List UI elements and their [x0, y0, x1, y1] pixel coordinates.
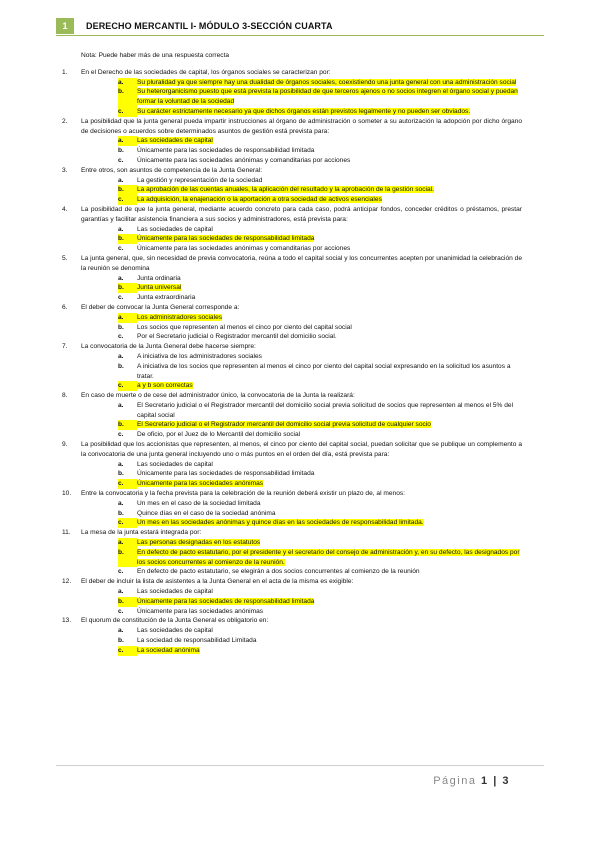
- question-item: [62, 117, 522, 166]
- question-number: 10.: [62, 490, 72, 498]
- question-number: 12.: [62, 578, 72, 586]
- answer-option: [118, 176, 522, 186]
- option-list: [62, 626, 522, 655]
- answer-option: [118, 283, 522, 293]
- option-letter: a.: [118, 627, 124, 635]
- question-list: [62, 68, 522, 656]
- option-list: [62, 587, 522, 616]
- option-text: Únicamente para las sociedades anónimas y comanditarias por acciones: [137, 156, 351, 164]
- option-text: Las sociedades de capital: [137, 627, 213, 635]
- option-letter: c.: [118, 156, 124, 164]
- question-item: [62, 254, 522, 303]
- answer-option: [118, 381, 522, 391]
- question-number: 5.: [62, 254, 68, 262]
- option-text-highlighted: Únicamente para las sociedades anónimas: [137, 480, 264, 488]
- option-letter: c.: [118, 607, 124, 615]
- answer-option: [118, 567, 522, 577]
- answer-option: [118, 548, 522, 568]
- question-text: La posibilidad de que la junta general, mediante acuerdo concreto para cada caso, podrá anticipar fondos, conceder créditos o préstamos, prestar garantías y facilitar asistencia financiera a sus socios y administradores, está prevista para:: [81, 205, 522, 223]
- option-list: [62, 176, 522, 205]
- answer-option: [118, 146, 522, 156]
- option-letter: a.: [118, 588, 124, 596]
- answer-option: [118, 136, 522, 146]
- document-body: [62, 51, 522, 656]
- question-row: [62, 205, 522, 225]
- question-text: Entre otros, son asuntos de competencia de la Junta General:: [81, 166, 263, 174]
- answer-option: [118, 234, 522, 244]
- option-letter: b.: [118, 548, 137, 568]
- answer-option: [118, 597, 522, 607]
- page-footer: [433, 775, 510, 787]
- answer-option: [118, 460, 522, 470]
- option-text-highlighted: La adquisición, la enajenación o la aportación a otra sociedad de activos esenciales: [137, 196, 382, 204]
- option-text: Por el Secretario judicial o Registrador mercantil del domicilio social.: [137, 333, 337, 341]
- option-letter: c.: [118, 294, 124, 302]
- option-list: [62, 538, 522, 577]
- answer-option: [118, 313, 522, 323]
- answer-option: [118, 479, 522, 489]
- option-text: Los socios que representen al menos el cinco por ciento del capital social: [137, 323, 352, 331]
- option-text: Las sociedades de capital: [137, 225, 213, 233]
- option-text-highlighted: Un mes en las sociedades anónimas y quince días en las sociedades de responsabilidad limitada.: [137, 519, 424, 527]
- question-row: [62, 254, 522, 274]
- option-letter: b.: [118, 147, 124, 155]
- question-number: 8.: [62, 392, 68, 400]
- option-text-highlighted: a y b son correctas: [137, 382, 193, 390]
- question-item: [62, 489, 522, 528]
- option-text: Únicamente para las sociedades de responsabilidad limitada: [137, 470, 315, 478]
- option-letter: c.: [118, 107, 137, 117]
- question-text: La mesa de la junta estará integrada por:: [81, 529, 202, 537]
- option-text-highlighted: En defecto de pacto estatutario, por el presidente y el secretario del consejo de administración y, en su defecto, las designados por los socios concurrentes al comienzo de la reunión.: [137, 548, 520, 566]
- option-list: [62, 499, 522, 528]
- option-text: Únicamente para las sociedades anónimas: [137, 607, 264, 615]
- option-letter: a.: [118, 352, 124, 360]
- answer-option: [118, 225, 522, 235]
- question-row: [62, 528, 522, 538]
- option-text: Las sociedades de capital: [137, 588, 213, 596]
- question-number: 6.: [62, 303, 68, 311]
- question-number: 1.: [62, 68, 68, 76]
- question-text: En el Derecho de las sociedades de capital, los órganos sociales se caracterizan por:: [81, 68, 331, 76]
- question-text: Entre la convocatoria y la fecha prevista para la celebración de la reunión deberá existir un plazo de, al menos:: [81, 490, 406, 498]
- question-item: [62, 166, 522, 205]
- option-letter: a.: [118, 499, 124, 507]
- question-item: [62, 342, 522, 391]
- option-letter: c.: [118, 568, 124, 576]
- answer-option: [118, 78, 522, 88]
- answer-option: [118, 587, 522, 597]
- question-row: [62, 68, 522, 78]
- option-text-highlighted: La sociedad anónima: [137, 646, 200, 654]
- option-text-highlighted: Únicamente para las sociedades de responsabilidad limitada: [137, 597, 315, 605]
- option-letter: c.: [118, 479, 137, 489]
- header-page-number: 1: [56, 18, 74, 34]
- option-list: [62, 274, 522, 303]
- answer-option: [118, 195, 522, 205]
- option-letter: b.: [118, 470, 124, 478]
- option-text-highlighted: El Secretario judicial o el Registrador mercantil del domicilio social previa solicitud de cualquier socio: [137, 421, 431, 429]
- answer-option: [118, 362, 522, 382]
- option-list: [62, 313, 522, 342]
- option-list: [62, 78, 522, 117]
- question-row: [62, 616, 522, 626]
- answer-option: [118, 244, 522, 254]
- footer-total: 3: [502, 775, 510, 787]
- footer-divider: [56, 765, 544, 766]
- answer-option: [118, 352, 522, 362]
- answer-option: [118, 430, 522, 440]
- question-text: La posibilidad que la junta general pueda impartir instrucciones al órgano de administración o someter a su autorización la adopción por dicho órgano de decisiones o acuerdos sobre determinados asuntos de gestión está prevista para:: [81, 117, 522, 135]
- option-text-highlighted: Su carácter estrictamente necesario ya que dichos órganos están previstos legalmente y no pueden ser obviados.: [137, 107, 471, 115]
- question-text: El deber de convocar la Junta General corresponde a:: [81, 303, 240, 311]
- option-letter: a.: [118, 225, 124, 233]
- answer-option: [118, 87, 522, 107]
- option-letter: c.: [118, 431, 124, 439]
- option-letter: b.: [118, 87, 137, 107]
- answer-option: [118, 107, 522, 117]
- option-letter: a.: [118, 538, 137, 548]
- question-number: 2.: [62, 117, 68, 125]
- option-letter: a.: [118, 274, 124, 282]
- question-item: [62, 440, 522, 489]
- option-list: [62, 401, 522, 440]
- answer-option: [118, 626, 522, 636]
- answer-option: [118, 185, 522, 195]
- question-item: [62, 68, 522, 117]
- answer-option: [118, 332, 522, 342]
- answer-option: [118, 274, 522, 284]
- note-text: Nota: Puede haber más de una respuesta correcta: [81, 52, 230, 59]
- document-title: DERECHO MERCANTIL I- MÓDULO 3-SECCIÓN CUARTA: [86, 21, 333, 31]
- option-letter: b.: [118, 362, 124, 370]
- option-text: A iniciativa de los administradores sociales: [137, 352, 262, 360]
- option-letter: c.: [118, 195, 137, 205]
- answer-option: [118, 518, 522, 528]
- answer-option: [118, 323, 522, 333]
- option-text: Junta extraordinaria: [137, 294, 196, 302]
- option-text-highlighted: Los administradores sociales: [137, 313, 223, 321]
- option-letter: a.: [118, 176, 124, 184]
- option-text-highlighted: Las sociedades de capital: [137, 137, 213, 145]
- option-text: El Secretario judicial o el Registrador mercantil del domicilio social previa solicitud de socios que representen al menos el 5% del capital social: [137, 401, 514, 419]
- answer-option: [118, 646, 522, 656]
- option-list: [62, 136, 522, 165]
- option-letter: b.: [118, 597, 137, 607]
- answer-option: [118, 509, 522, 519]
- question-text: La junta general, que, sin necesidad de previa convocatoria, reúna a todo el capital social y los concurrentes acepten por unanimidad la celebración de la reunión se denomina: [81, 254, 522, 272]
- question-number: 11.: [62, 529, 71, 537]
- answer-option: [118, 401, 522, 421]
- question-text: La convocatoria de la Junta General debe hacerse siempre:: [81, 343, 256, 351]
- option-letter: c.: [118, 646, 137, 656]
- question-item: [62, 205, 522, 254]
- option-text: Las sociedades de capital: [137, 460, 213, 468]
- option-text: Quince días en el caso de la sociedad anónima: [137, 509, 276, 517]
- option-list: [62, 225, 522, 254]
- option-letter: a.: [118, 136, 137, 146]
- question-text: El deber de incluir la lista de asistentes a la Junta General en el acta de la misma es exigible:: [81, 578, 354, 586]
- question-row: [62, 440, 522, 460]
- option-letter: b.: [118, 509, 124, 517]
- answer-option: [118, 499, 522, 509]
- option-letter: a.: [118, 78, 137, 88]
- option-letter: c.: [118, 333, 124, 341]
- question-number: 4.: [62, 205, 68, 213]
- question-row: [62, 166, 522, 176]
- answer-option: [118, 293, 522, 303]
- answer-option: [118, 420, 522, 430]
- question-text: La posibilidad que los accionistas que representen, al menos, el cinco por ciento del capital social, puedan solicitar que se publique un complemento a la convocatoria de una junta general incluyendo uno o más puntos en el orden del día, está prevista para:: [81, 441, 522, 458]
- option-letter: c.: [118, 381, 137, 391]
- question-item: [62, 303, 522, 342]
- question-number: 3.: [62, 166, 68, 174]
- option-list: [62, 352, 522, 391]
- page-header: [56, 18, 544, 34]
- option-letter: a.: [118, 313, 137, 323]
- option-text: Únicamente para las sociedades anónimas y comanditarias por acciones: [137, 245, 351, 253]
- footer-label: Página: [433, 775, 477, 787]
- option-text-highlighted: Su pluralidad ya que siempre hay una dualidad de órganos sociales, coexistiendo una junta general con una administración social: [137, 78, 517, 86]
- question-number: 13.: [62, 617, 72, 625]
- option-letter: b.: [118, 283, 137, 293]
- question-item: [62, 577, 522, 616]
- option-text: A iniciativa de los socios que representen al menos el cinco por ciento del capital social expresando en la solicitud los asuntos a tratar.: [137, 362, 511, 380]
- option-list: [62, 460, 522, 489]
- option-letter: b.: [118, 323, 124, 331]
- footer-separator: |: [493, 775, 498, 787]
- option-letter: c.: [118, 245, 124, 253]
- answer-option: [118, 469, 522, 479]
- option-text: De oficio, por el Juez de lo Mercantil del domicilio social: [137, 431, 301, 439]
- question-item: [62, 391, 522, 440]
- question-row: [62, 391, 522, 401]
- header-divider: [56, 35, 544, 36]
- option-text-highlighted: Junta universal: [137, 284, 182, 292]
- option-text: En defecto de pacto estatutario, se elegirán a dos socios concurrentes al comienzo de la reunión: [137, 568, 420, 576]
- option-letter: b.: [118, 420, 137, 430]
- question-row: [62, 342, 522, 352]
- question-row: [62, 489, 522, 499]
- question-item: [62, 616, 522, 655]
- question-item: [62, 528, 522, 577]
- option-letter: b.: [118, 637, 124, 645]
- option-text: Junta ordinaria: [137, 274, 181, 282]
- option-text-highlighted: Únicamente para las sociedades de responsabilidad limitada: [137, 235, 315, 243]
- question-text: En caso de muerte o de cese del administrador único, la convocatoria de la Junta la realizará:: [81, 392, 355, 400]
- option-letter: a.: [118, 401, 124, 409]
- option-letter: c.: [118, 518, 137, 528]
- option-text-highlighted: Las personas designadas en los estatutos: [137, 539, 261, 547]
- option-text: Únicamente para las sociedades de responsabilidad limitada: [137, 147, 315, 155]
- option-text: La sociedad de responsabilidad Limitada: [137, 637, 257, 645]
- question-row: [62, 117, 522, 137]
- option-text-highlighted: Su heterorganicismo puesto que está prevista la posibilidad de que terceros ajenos o no socios integren el órgano social y puedan formar la voluntad de la sociedad: [137, 88, 518, 106]
- option-text: La gestión y representación de la sociedad: [137, 176, 263, 184]
- answer-option: [118, 156, 522, 166]
- option-letter: b.: [118, 234, 137, 244]
- question-number: 7.: [62, 343, 68, 351]
- answer-option: [118, 538, 522, 548]
- option-letter: b.: [118, 185, 137, 195]
- question-number: 9.: [62, 441, 68, 449]
- answer-option: [118, 607, 522, 617]
- option-text: Un mes en el caso de la sociedad limitada: [137, 499, 261, 507]
- question-row: [62, 577, 522, 587]
- option-letter: a.: [118, 460, 124, 468]
- footer-page: 1: [481, 775, 489, 787]
- question-text: El quorum de constitución de la Junta General es obligatorio en:: [81, 617, 269, 625]
- answer-option: [118, 636, 522, 646]
- option-text-highlighted: La aprobación de las cuentas anuales, la aplicación del resultado y la aprobación de la gestión social.: [137, 186, 434, 194]
- question-row: [62, 303, 522, 313]
